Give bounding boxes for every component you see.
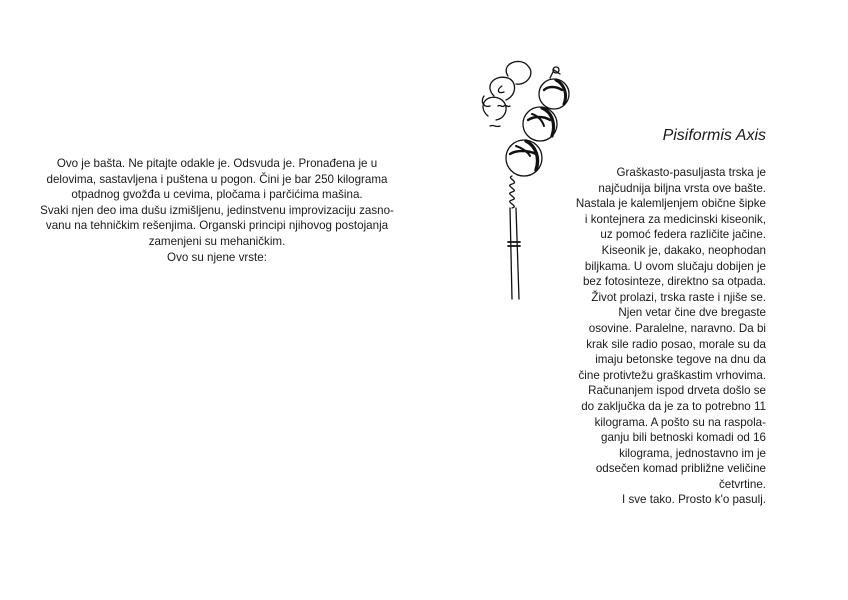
text-line: kilograma, jednostavno im je	[619, 446, 766, 460]
text-line: imaju betonske tegove na dnu da	[595, 353, 766, 367]
text-line: Graškasto-pasuljasta trska je	[616, 166, 766, 179]
text-line: vanu na tehničkim rešenjima. Organski principi njihovog postojanja	[45, 219, 389, 233]
text-line: Nastala je kalemljenjem obične šipke	[575, 197, 766, 211]
text-line: krak sile radio posao, morale su da	[586, 337, 766, 351]
right-page-text	[560, 165, 766, 508]
text-line: I sve tako. Prosto k'o pasulj.	[622, 493, 766, 507]
text-line: Život prolazi, trska raste i njiše se.	[591, 290, 766, 304]
text-line: Kiseonik je, dakako, neophodan	[601, 243, 766, 257]
text-line: Ovo je bašta. Ne pitajte odakle je. Odsvuda je. Pronađena je u	[56, 157, 378, 170]
left-page-text	[36, 156, 398, 265]
text-line: otpadnog gvožđa u cevima, pločama i parčićima mašina.	[71, 188, 363, 202]
text-line: uz pomoć federa različite jačine.	[600, 228, 766, 242]
text-line: bez fotosinteze, direktno sa otpada.	[582, 275, 766, 289]
text-line: najčudnija biljna vrsta ove bašte.	[598, 181, 766, 195]
text-line: kilograma. A pošto su na raspola-	[594, 415, 766, 429]
text-line: Njen vetar čine dve bregaste	[618, 306, 766, 320]
text-line: i kontejnera za medicinski kiseonik,	[584, 212, 766, 226]
text-line: Ovo su njene vrste:	[167, 250, 267, 264]
text-line: četvrtine.	[718, 477, 766, 491]
text-line: do zaključka da je za to potrebno 11	[581, 399, 766, 413]
text-line: čine protivtežu graškastim vrhovima.	[578, 368, 766, 382]
text-line: biljkama. U ovom slučaju dobijen je	[584, 259, 766, 273]
text-line: delovima, sastavljena i puštena u pogon. Čini je bar 250 kilograma	[46, 172, 388, 186]
text-line: Svaki njen deo ima dušu izmišljenu, jedinstvenu improvizaciju zasno-	[40, 203, 394, 217]
text-line: Računanjem ispod drveta došlo se	[588, 384, 766, 398]
text-line: odsečen komad približne veličine	[595, 462, 766, 476]
page-title: Pisiformis Axis	[662, 127, 766, 144]
text-line: zamenjeni su mehaničkim.	[148, 234, 286, 248]
text-line: osovine. Paralelne, naravno. Da bi	[588, 321, 766, 335]
text-line: ganju bili betnoski komadi od 16	[601, 431, 766, 445]
